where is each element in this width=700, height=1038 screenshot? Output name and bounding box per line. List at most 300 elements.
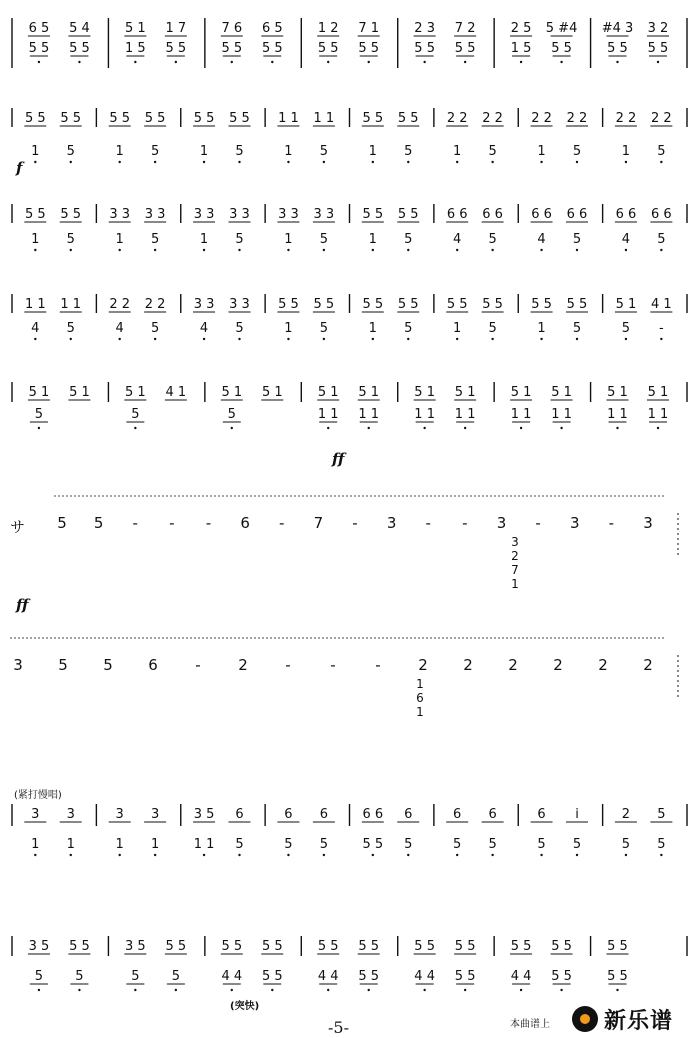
lower-note: 5 [66,232,75,247]
upper-note: 5 5 [24,207,46,222]
chord-note: 6 [416,691,424,705]
lower-note: 5 [621,321,631,336]
credit-note: 本曲谱上 [510,1019,550,1030]
lower-note: 5 5 [607,41,628,56]
free-note: 5 [57,514,67,532]
lower-note: 1 [284,232,293,247]
upper-note: 3 2 [647,21,669,36]
octave-dot [154,338,156,340]
octave-dot [407,854,409,856]
upper-note: 5 1 [221,385,243,400]
upper-note: 5 5 [193,111,215,126]
lower-note: 1 [31,144,40,159]
octave-dot [175,989,177,991]
lower-note: 1 [199,232,209,247]
upper-note: 5 1 [125,385,146,400]
free-note: 5 [103,656,113,674]
lower-note: 5 [404,232,413,247]
lower-note: 5 [319,837,329,852]
lower-note: 5 [150,144,160,159]
lower-note: 1 [537,144,546,159]
free-note: - [132,514,138,532]
octave-dot [38,61,40,63]
upper-note: 3 [115,807,124,822]
upper-note: 6 6 [615,207,637,222]
upper-note: 5 5 [60,207,82,222]
octave-dot [625,249,627,251]
score-system-1 [10,18,690,83]
octave-dot [540,161,542,163]
upper-note: 3 3 [193,207,215,222]
lower-note: 5 [404,837,413,852]
octave-dot [464,427,466,429]
lower-note: 4 4 [221,969,243,984]
upper-note: 1 7 [165,21,187,36]
lower-note: 5 5 [69,41,90,56]
octave-dot [231,427,233,429]
octave-dot [576,249,578,251]
octave-dot [203,338,205,340]
lower-note: 1 [31,232,40,247]
chord-note: 1 [416,677,424,691]
octave-dot [576,854,578,856]
lower-note: 1 1 [551,407,572,422]
upper-note: 2 5 [510,21,532,36]
upper-note: 5 5 [278,297,299,312]
upper-note: 3 3 [144,207,166,222]
octave-dot [154,854,156,856]
upper-note: 5 1 [615,297,637,312]
octave-dot [456,161,458,163]
free-note: - [195,656,201,674]
upper-note: 5 5 [221,939,243,954]
free-note: 2 [508,656,518,674]
upper-note: 3 [66,807,75,822]
upper-note: 5 5 [362,297,384,312]
octave-dot [625,161,627,163]
octave-dot [203,161,205,163]
chord-note: 1 [416,705,424,719]
upper-note: 5 5 [446,297,468,312]
octave-dot [327,61,329,63]
upper-note: 3 3 [109,207,131,222]
upper-note: 5 5 [229,111,250,126]
octave-dot [154,161,156,163]
lower-note: 5 [66,144,75,159]
upper-note: 5 1 [647,385,669,400]
octave-dot [78,61,80,63]
upper-note: 2 [621,807,631,822]
upper-note: 6 6 [651,207,672,222]
upper-note: 5 1 [454,385,476,400]
page-number: -5- [328,1018,349,1037]
octave-dot [560,61,562,63]
lower-note: 1 [368,232,377,247]
lower-note: 5 [34,407,44,422]
octave-dot [576,338,578,340]
upper-note: 4 1 [165,385,187,400]
upper-note: 2 2 [109,297,131,312]
lower-note: 1 [537,321,546,336]
chord-note: 2 [511,549,519,563]
lower-note: 5 5 [414,41,435,56]
octave-dot [287,161,289,163]
octave-dot [540,338,542,340]
lower-note: 5 [171,969,180,984]
octave-dot [560,427,562,429]
lower-note: 5 [131,969,140,984]
octave-dot [368,989,370,991]
free-note: 2 [238,656,248,674]
upper-note: 5 5 [362,207,384,222]
octave-dot [491,338,493,340]
free-note: - [330,656,336,674]
lower-note: 5 5 [551,969,572,984]
octave-dot [520,61,522,63]
lower-note: 4 [115,321,124,336]
upper-note: 5 5 [144,111,166,126]
upper-note: 2 2 [446,111,468,126]
lower-note: 5 [66,321,75,336]
lower-note: 4 4 [510,969,532,984]
upper-note: 5 5 [551,939,572,954]
free-note: - [608,514,615,532]
upper-note: 6 [319,807,329,822]
octave-dot [238,338,240,340]
lower-note: 5 [150,232,160,247]
upper-note: 3 [150,807,160,822]
octave-dot [456,854,458,856]
upper-note: 5 5 [362,111,384,126]
upper-note: 2 2 [615,111,637,126]
upper-note: 5 5 [482,297,503,312]
octave-dot [464,61,466,63]
lower-note: 5 5 [28,41,50,56]
octave-dot [38,427,40,429]
lower-note: 1 [453,144,462,159]
lower-note: 4 [199,321,209,336]
octave-dot [657,61,659,63]
upper-note: 5 5 [24,111,46,126]
lower-note: 5 5 [261,969,283,984]
upper-note: 5 1 [551,385,572,400]
lower-note: 4 [621,232,631,247]
upper-note: 2 2 [482,111,503,126]
lower-note: 1 [66,837,75,852]
lower-note: 4 [453,232,462,247]
upper-note: 5 5 [317,939,339,954]
octave-dot [175,61,177,63]
lower-note: 5 [319,144,329,159]
free-note: 3 [13,656,23,674]
upper-note: 2 2 [531,111,552,126]
notation-system-8 [10,786,690,911]
upper-note: 3 3 [313,207,335,222]
score-system-8 [10,786,690,911]
lower-note: 1 [368,321,377,336]
upper-note: 5 1 [414,385,435,400]
upper-note: 6 [453,807,462,822]
notation-system-4 [10,288,690,363]
octave-dot [372,161,374,163]
lower-note: 5 5 [551,41,572,56]
upper-note: 3 5 [125,939,146,954]
lower-note: 5 [235,232,244,247]
upper-note: 6 [488,807,497,822]
lower-note: 5 [621,837,631,852]
upper-note: 7 6 [221,21,243,36]
octave-dot [660,161,662,163]
lower-note: 5 [572,232,582,247]
octave-dot [238,854,240,856]
octave-dot [118,338,120,340]
free-note: 5 [58,656,68,674]
free-note: - [425,514,431,532]
upper-note: 6 [404,807,413,822]
lower-note: 1 5 [125,41,146,56]
upper-note: i [575,807,579,822]
tempo-change-note: (突快) [230,1001,260,1012]
free-note: 2 [463,656,473,674]
free-note: 3 [643,514,653,532]
lower-note: 4 4 [317,969,339,984]
upper-note: 2 2 [566,111,588,126]
upper-note: 1 1 [278,111,299,126]
octave-dot [34,854,36,856]
octave-dot [271,61,273,63]
upper-note: 6 [235,807,244,822]
free-note: 3 [569,514,580,532]
notation-system-9 [10,912,690,1007]
lower-note: 5 5 [454,969,476,984]
octave-dot [231,61,233,63]
octave-dot [407,161,409,163]
octave-dot [520,427,522,429]
octave-dot [134,989,136,991]
upper-note: 5 5 [414,939,435,954]
lower-note: 1 [115,144,124,159]
lower-note: 5 [572,321,582,336]
octave-dot [118,161,120,163]
octave-dot [423,427,425,429]
upper-note: 5 5 [566,297,588,312]
lower-note: 5 5 [165,41,187,56]
upper-note: 5 5 [397,111,419,126]
octave-dot [323,161,325,163]
notation-system-5 [10,372,690,467]
upper-note: 5 5 [165,939,187,954]
octave-dot [660,249,662,251]
lower-note: 5 5 [358,969,380,984]
octave-dot [134,61,136,63]
octave-dot [491,161,493,163]
octave-dot [464,989,466,991]
lower-note: 5 [488,144,497,159]
free-note: - [352,514,358,532]
lower-note: 5 [131,407,140,422]
lower-note: 5 5 [317,41,339,56]
upper-note: 1 1 [60,297,82,312]
score-system-3 [10,195,690,275]
octave-dot [154,249,156,251]
octave-dot [203,854,205,856]
octave-dot [118,854,120,856]
upper-note: 1 1 [24,297,46,312]
octave-dot [372,854,374,856]
free-note: 2 [598,656,608,674]
octave-dot [134,427,136,429]
upper-note: 5 5 [531,297,552,312]
lower-note: 1 1 [647,407,669,422]
octave-dot [520,989,522,991]
octave-dot [423,61,425,63]
chord-note: 3 [511,535,519,549]
free-note: - [285,656,291,674]
free-note: - [169,514,175,532]
lower-note: 4 [537,232,546,247]
free-note: 6 [148,656,158,674]
lower-note: 5 [404,321,413,336]
score-system-9 [10,912,690,1007]
octave-dot [660,338,662,340]
free-note: - [205,514,212,532]
lower-note: 4 [31,321,40,336]
lower-note: 5 [657,232,666,247]
upper-note: 1 2 [317,21,339,36]
lower-note: 5 5 [362,837,384,852]
lower-note: 1 [199,144,209,159]
upper-note: 5 5 [454,939,476,954]
octave-dot [616,989,618,991]
lower-note: 5 [150,321,160,336]
lower-note: 5 [488,232,497,247]
upper-note: 5 5 [510,939,532,954]
free-note: 3 [386,514,397,532]
upper-note: 4 1 [651,297,672,312]
upper-note: 5 5 [60,111,82,126]
octave-dot [70,249,72,251]
upper-note: 3 3 [229,207,250,222]
lower-note: 5 5 [607,969,628,984]
upper-note: 6 [284,807,293,822]
octave-dot [560,989,562,991]
upper-note: 6 6 [482,207,503,222]
upper-note: 5 5 [397,207,419,222]
upper-note: 5 1 [317,385,339,400]
octave-dot [423,989,425,991]
octave-dot [491,249,493,251]
notation-system-2 [10,85,690,185]
chord-note: 1 [511,577,519,591]
octave-dot [231,989,233,991]
lower-note: 5 [235,837,244,852]
octave-dot [78,989,80,991]
octave-dot [616,427,618,429]
octave-dot [34,161,36,163]
logo-text: 新乐谱 [604,1009,674,1034]
upper-note: 5 #4 [545,21,578,36]
upper-note: 5 4 [69,21,90,36]
lower-note: 5 [488,837,497,852]
chord-note: 7 [511,563,519,577]
lower-note: 1 [284,321,293,336]
upper-note: 2 2 [651,111,672,126]
lower-note: 1 1 [607,407,628,422]
dynamics-forte: f [16,159,23,177]
octave-dot [70,854,72,856]
upper-note: 7 2 [454,21,476,36]
lower-note: 5 [34,969,44,984]
upper-note: 1 1 [313,111,335,126]
lower-note: 5 [404,144,413,159]
lower-note: 1 1 [454,407,476,422]
upper-note: 6 6 [566,207,588,222]
octave-dot [287,249,289,251]
free-note: - [535,514,541,532]
upper-note: 5 1 [261,385,283,400]
octave-dot [203,249,205,251]
octave-dot [70,338,72,340]
octave-dot [372,338,374,340]
octave-dot [323,249,325,251]
upper-note: 5 [657,807,666,822]
lower-note: 5 [537,837,546,852]
upper-note: 5 1 [28,385,50,400]
upper-note: 3 3 [193,297,215,312]
free-note: 6 [240,514,250,532]
site-logo [572,1004,692,1036]
upper-note: 5 5 [69,939,90,954]
beat-directive: (紧打慢唱) [14,790,62,801]
octave-dot [327,989,329,991]
lower-note: 1 [368,144,377,159]
octave-dot [407,249,409,251]
upper-note: 6 [537,807,546,822]
record-disc-icon [572,1006,598,1032]
octave-dot [576,161,578,163]
octave-dot [118,249,120,251]
octave-dot [625,854,627,856]
score-system-6 [10,488,690,618]
score-system-7 [10,630,690,760]
upper-note: 5 5 [358,939,380,954]
upper-note: 5 5 [313,297,335,312]
upper-note: #4 3 [601,21,634,36]
upper-note: 3 5 [28,939,50,954]
octave-dot [540,249,542,251]
upper-note: 5 1 [358,385,380,400]
octave-dot [323,854,325,856]
octave-dot [625,338,627,340]
lower-note: 1 [150,837,160,852]
octave-dot [616,61,618,63]
upper-note: 5 1 [125,21,146,36]
lower-note: 1 [115,232,124,247]
upper-note: 6 5 [261,21,283,36]
lower-note: 5 [75,969,84,984]
lower-note: 1 [284,144,293,159]
lower-note: 5 [657,837,666,852]
octave-dot [368,61,370,63]
score-system-2 [10,85,690,185]
lower-note: 1 [31,837,40,852]
lower-note: 5 5 [261,41,283,56]
lower-note: 1 1 [193,837,215,852]
lower-note: 5 [235,321,244,336]
score-system-5 [10,372,690,467]
upper-note: 5 5 [397,297,419,312]
upper-note: 5 1 [69,385,90,400]
